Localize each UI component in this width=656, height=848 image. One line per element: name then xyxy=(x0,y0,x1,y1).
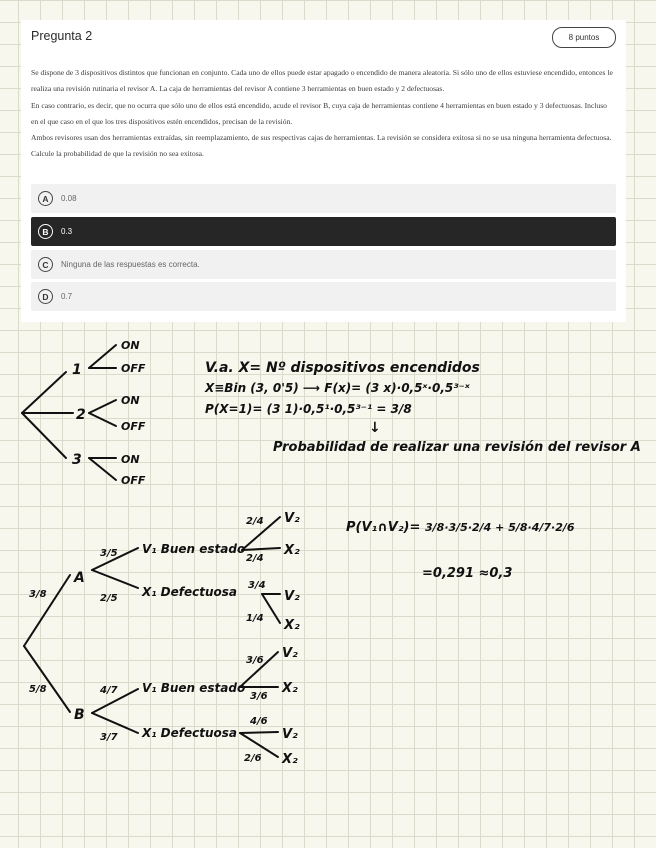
prob-a-good-v2: 2/4 xyxy=(246,516,264,527)
option-text-d: 0.7 xyxy=(61,292,73,301)
tree-on-label: ON xyxy=(121,339,140,352)
prob-b-bad: 3/7 xyxy=(100,732,118,743)
probability-annotation: Probabilidad de realizar una revisión del revisor A xyxy=(273,440,641,455)
tree-node-2: 2 xyxy=(76,407,86,423)
binomial-line: X≡Bin (3, 0'5) ⟶ F(x)= (3 x)·0,5ˣ·0,5³⁻ˣ xyxy=(205,381,470,395)
label-a-good: V₁ Buen estado xyxy=(142,542,246,556)
prob-b-good: 4/7 xyxy=(100,685,118,696)
node-reviewer-a: A xyxy=(74,570,85,586)
probability-line: P(X=1)= (3 1)·0,5¹·0,5³⁻¹ = 3/8 xyxy=(205,402,412,416)
statement-paragraph: En caso contrario, es decir, que no ocurra que sólo uno de ellos está encendido, acude el revisor B, cuya caja de herramientas contiene 4 herramientas en buen estado y 3 defectuosas. Incluso en el que caso en el que los tres dispositivos estén encendidos, precisan de la revisión. xyxy=(31,100,607,126)
tree-off-label: OFF xyxy=(121,474,146,487)
prob-a-bad: 2/5 xyxy=(100,593,118,604)
leaf-v2: V₂ xyxy=(282,646,298,661)
prob-branch-b: 5/8 xyxy=(29,684,47,695)
prob-b-good-v2: 3/6 xyxy=(246,655,264,666)
prob-branch-a: 3/8 xyxy=(29,589,47,600)
node-reviewer-b: B xyxy=(74,707,85,723)
formula-rhs: 3/8·3/5·2/4 + 5/8·4/7·2/6 xyxy=(425,521,575,534)
leaf-v2: V₂ xyxy=(284,511,300,526)
label-b-good: V₁ Buen estado xyxy=(142,681,246,695)
question-title: Pregunta 2 xyxy=(31,29,93,43)
prob-b-bad-x2: 2/6 xyxy=(244,753,262,764)
option-letter-b: B xyxy=(38,224,53,239)
points-badge: 8 puntos xyxy=(552,27,616,48)
tree-on-label: ON xyxy=(121,453,140,466)
tree-off-label: OFF xyxy=(121,420,146,433)
tree-on-label: ON xyxy=(121,394,140,407)
option-text-b: 0.3 xyxy=(61,227,73,236)
prob-b-bad-v2: 4/6 xyxy=(250,716,268,727)
formula-result: =0,291 ≈0,3 xyxy=(422,566,513,581)
label-b-bad: X₁ Defectuosa xyxy=(142,726,238,740)
leaf-x2: X₂ xyxy=(282,681,298,696)
leaf-x2: X₂ xyxy=(284,543,300,558)
tree-node-3: 3 xyxy=(72,452,82,468)
leaf-v2: V₂ xyxy=(284,589,300,604)
device-tree-lines xyxy=(22,345,116,480)
prob-a-good: 3/5 xyxy=(100,548,118,559)
leaf-x2: X₂ xyxy=(282,752,298,767)
prob-a-good-x2: 2/4 xyxy=(246,553,264,564)
prob-b-good-x2: 3/6 xyxy=(250,691,268,702)
leaf-v2: V₂ xyxy=(282,727,298,742)
random-variable-line: V.a. X= Nº dispositivos encendidos xyxy=(205,360,480,376)
label-a-bad: X₁ Defectuosa xyxy=(142,585,238,599)
tree-node-1: 1 xyxy=(72,362,82,378)
down-arrow-icon: ↓ xyxy=(369,420,381,436)
option-letter-a: A xyxy=(38,191,53,206)
option-text-a: 0.08 xyxy=(61,194,77,203)
prob-a-bad-v2: 3/4 xyxy=(248,580,266,591)
option-text-c: Ninguna de las respuestas es correcta. xyxy=(61,260,200,269)
statement-paragraph: Ambos revisores usan dos herramientas extraídas, sin reemplazamiento, de sus respectivas cajas de herramientas. La revisión se considera exitosa si no se usa ninguna herramienta defectuosa. Calcule la probabilidad de que la revisión no sea exitosa. xyxy=(31,133,612,159)
formula-lhs: P(V₁∩V₂)= xyxy=(346,520,421,535)
option-letter-d: D xyxy=(38,289,53,304)
leaf-x2: X₂ xyxy=(284,618,300,633)
option-letter-c: C xyxy=(38,257,53,272)
tree-off-label: OFF xyxy=(121,362,146,375)
statement-paragraph: Se dispone de 3 dispositivos distintos que funcionan en conjunto. Cada uno de ellos puede estar apagado o encendido de manera aleatoria. Si sólo uno de ellos estuviese encendido, entonces le realiza una revisión rutinaria el revisor A. La caja de herramientas del revisor A contiene 3 herramientas en buen estado y 2 defectuosas. xyxy=(31,68,613,94)
prob-a-bad-x2: 1/4 xyxy=(246,613,264,624)
